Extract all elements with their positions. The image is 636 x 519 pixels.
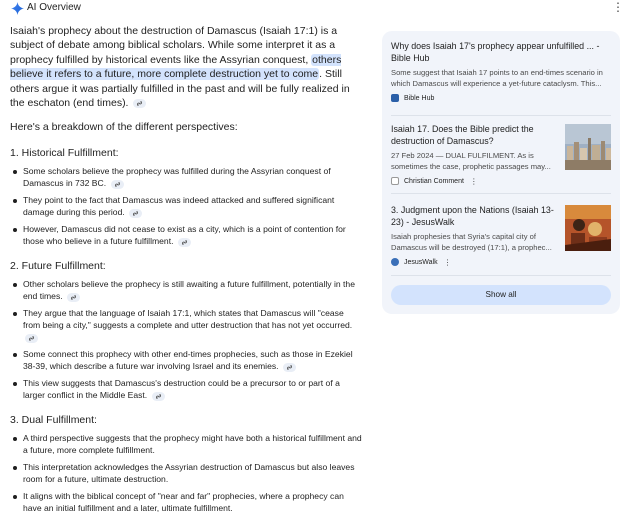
intro-text: Isaiah's prophecy about the destruction of Damascus (Isaiah 17:1) is a subject of debate among biblical scholars. While some interpret it as a prophecy fulfilled by historical events like the Assyrian conquest,	[10, 25, 338, 66]
list-item	[10, 377, 362, 401]
section-heading: 2. Future Fulfillment:	[10, 260, 106, 273]
list-item-text: This view suggests that Damascus's destruction could be a precursor to or part of a larger conflict in the Middle East.	[23, 378, 340, 401]
list-item-text: Some connect this prophecy with other end-times prophecies, such as those in Ezekiel 38-39, which describe a future war involving Israel and its enemies.	[23, 349, 353, 372]
show-all-button[interactable]: Show all	[391, 285, 611, 305]
ai-overview-header	[0, 0, 636, 18]
list-item	[10, 461, 362, 485]
citation-link-icon[interactable]	[129, 209, 142, 218]
ai-overview-title: AI Overview	[27, 2, 81, 13]
source-site-name: Christian Comment	[404, 177, 464, 185]
intro-text-end: . Still others argue it was partially fulfilled in the past and will be fully realized in the eschaton (end times).	[10, 68, 350, 110]
list-item-text: It aligns with the biblical concept of "near and far" prophecies, where a prophecy can have an initial fulfillment and a later, ultimate fulfillment.	[23, 491, 344, 514]
list-item-text: They point to the fact that Damascus was indeed attacked and suffered significant damage during this period.	[23, 195, 335, 218]
list-item-text: Some scholars believe the prophecy was fulfilled during the Assyrian conquest of Damascus in 732 BC.	[23, 166, 331, 189]
source-snippet: Some suggest that Isaiah 17 points to an end-times scenario in which Damascus will experience a yet-future cataclysm. This...	[391, 68, 603, 88]
intro-paragraph	[10, 24, 362, 110]
list-item	[10, 307, 362, 343]
source-divider	[391, 115, 611, 116]
ai-overview-body	[10, 24, 362, 519]
judgment-painting-thumbnail[interactable]	[565, 205, 611, 251]
source-title[interactable]: 3. Judgment upon the Nations (Isaiah 13-23) - JesusWalk	[391, 205, 554, 227]
sources-panel	[382, 31, 620, 314]
list-item	[10, 490, 362, 514]
source-site-name: Bible Hub	[404, 94, 435, 102]
source-site-name: JesusWalk	[404, 258, 438, 266]
citation-link-icon[interactable]	[178, 238, 191, 247]
bible-hub-favicon-icon	[391, 94, 399, 102]
source-more-icon[interactable]: ⋮	[469, 176, 478, 186]
source-title[interactable]: Isaiah 17. Does the Bible predict the destruction of Damascus?	[391, 124, 534, 146]
damascus-city-thumbnail[interactable]	[565, 124, 611, 170]
citation-link-icon[interactable]	[67, 293, 80, 302]
gemini-spark-icon	[11, 2, 24, 15]
list-item	[10, 194, 362, 218]
source-site-line	[391, 257, 611, 267]
city-skyline-image-icon	[565, 124, 611, 170]
jesuswalk-favicon-icon	[391, 258, 399, 266]
citation-link-icon[interactable]	[283, 363, 296, 372]
section-historical	[10, 146, 362, 247]
source-snippet: 27 Feb 2024 — DUAL FULFILMENT. As is sometimes the case, prophetic passages may...	[391, 151, 551, 171]
section-future	[10, 259, 362, 401]
list-item-text: However, Damascus did not cease to exist as a city, which is a point of contention for those who believe in a future fulfillment.	[23, 224, 346, 247]
source-more-icon[interactable]: ⋮	[443, 257, 452, 267]
breakdown-intro: Here's a breakdown of the different perspectives:	[10, 121, 238, 134]
source-card-bible-hub[interactable]	[391, 41, 611, 103]
source-snippet: Isaiah prophesies that Syria's capital city of Damascus will be destroyed (17:1), a prophec...	[391, 232, 552, 252]
list-item	[10, 278, 362, 302]
source-card-jesuswalk[interactable]	[391, 205, 611, 267]
citation-link-icon[interactable]	[25, 334, 38, 343]
citation-link-icon[interactable]	[152, 392, 165, 401]
list-item-text: Other scholars believe the prophecy is still awaiting a future fulfillment, potentially in the end times.	[23, 279, 355, 302]
source-title[interactable]: Why does Isaiah 17's prophecy appear unfulfilled ... - Bible Hub	[391, 41, 600, 63]
source-card-christian-comment[interactable]	[391, 124, 611, 186]
source-divider	[391, 275, 611, 276]
list-item	[10, 223, 362, 247]
list-item	[10, 432, 362, 456]
citation-link-icon[interactable]	[133, 99, 146, 108]
list-item-text: This interpretation acknowledges the Assyrian destruction of Damascus but also leaves room for a future, ultimate destruction.	[23, 462, 355, 485]
citation-link-icon[interactable]	[111, 180, 124, 189]
highlighted-claim[interactable]: others believe it refers to a future, more complete destruction yet to come	[10, 53, 342, 81]
section-heading: 3. Dual Fulfillment:	[10, 414, 97, 427]
list-item	[10, 348, 362, 372]
painting-image-icon	[565, 205, 611, 251]
source-site-line	[391, 93, 611, 103]
more-options-icon[interactable]: ⋮	[612, 0, 624, 14]
christian-comment-favicon-icon	[391, 177, 399, 185]
source-site-line	[391, 176, 611, 186]
section-dual	[10, 413, 362, 514]
list-item-text: A third perspective suggests that the prophecy might have both a historical fulfillment and a future, more complete fulfillment.	[23, 433, 362, 456]
source-divider	[391, 193, 611, 194]
section-heading: 1. Historical Fulfillment:	[10, 147, 119, 160]
list-item-text: They argue that the language of Isaiah 17:1, which states that Damascus will "cease from being a city," suggests a complete and utter destruction that has not yet occurred.	[23, 308, 353, 331]
list-item	[10, 165, 362, 189]
